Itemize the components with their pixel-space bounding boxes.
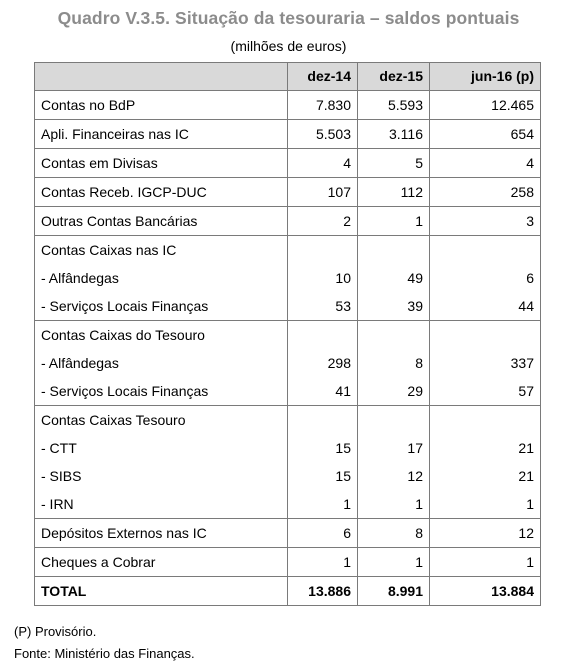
table-row	[35, 321, 541, 350]
table-row	[35, 178, 541, 207]
cell-value: 7.830	[288, 91, 358, 120]
cell-value: 1	[358, 490, 430, 519]
cell-value: 10	[288, 264, 358, 292]
cell-value: 1	[358, 207, 430, 236]
cell-value	[358, 236, 430, 265]
table-row	[35, 462, 541, 490]
cell-value: 4	[288, 149, 358, 178]
cell-value: 1	[358, 548, 430, 577]
cell-value	[430, 321, 541, 350]
table-row	[35, 548, 541, 577]
row-label: - CTT	[35, 434, 288, 462]
total-value: 8.991	[358, 577, 430, 606]
row-label: - Serviços Locais Finanças	[35, 292, 288, 321]
row-label: - Alfândegas	[35, 264, 288, 292]
column-header: dez-14	[288, 63, 358, 91]
table-row	[35, 264, 541, 292]
cell-value: 12.465	[430, 91, 541, 120]
row-label: Contas Receb. IGCP-DUC	[35, 178, 288, 207]
cell-value	[430, 406, 541, 435]
cell-value: 1	[430, 490, 541, 519]
group-label: Contas Caixas nas IC	[35, 236, 288, 265]
total-row	[35, 577, 541, 606]
cell-value: 6	[288, 519, 358, 548]
cell-value: 4	[430, 149, 541, 178]
row-label: - SIBS	[35, 462, 288, 490]
row-label: Contas em Divisas	[35, 149, 288, 178]
row-label: - Serviços Locais Finanças	[35, 377, 288, 406]
cell-value	[430, 236, 541, 265]
row-label: - IRN	[35, 490, 288, 519]
cell-value: 654	[430, 120, 541, 149]
header-row	[35, 63, 541, 91]
total-value: 13.886	[288, 577, 358, 606]
column-header: dez-15	[358, 63, 430, 91]
table-row	[35, 490, 541, 519]
cell-value: 21	[430, 434, 541, 462]
row-label: Cheques a Cobrar	[35, 548, 288, 577]
group-label: Contas Caixas Tesouro	[35, 406, 288, 435]
cell-value: 1	[288, 490, 358, 519]
table-subtitle: (milhões de euros)	[230, 38, 347, 54]
cell-value: 49	[358, 264, 430, 292]
cell-value: 3.116	[358, 120, 430, 149]
table-row	[35, 349, 541, 377]
cell-value: 8	[358, 349, 430, 377]
cell-value	[288, 321, 358, 350]
cell-value: 8	[358, 519, 430, 548]
row-label: Apli. Financeiras nas IC	[35, 120, 288, 149]
table-row	[35, 120, 541, 149]
table-row	[35, 434, 541, 462]
table-row	[35, 519, 541, 548]
column-header: jun-16 (p)	[430, 63, 541, 91]
cell-value: 3	[430, 207, 541, 236]
note-provisional: (P) Provisório.	[14, 624, 97, 639]
cell-value	[358, 406, 430, 435]
table-row	[35, 377, 541, 406]
cell-value: 107	[288, 178, 358, 207]
cell-value: 1	[288, 548, 358, 577]
row-label: Depósitos Externos nas IC	[35, 519, 288, 548]
cell-value: 41	[288, 377, 358, 406]
total-value: 13.884	[430, 577, 541, 606]
cell-value: 12	[358, 462, 430, 490]
cell-value: 5.593	[358, 91, 430, 120]
row-label: Outras Contas Bancárias	[35, 207, 288, 236]
cell-value: 1	[430, 548, 541, 577]
cell-value	[288, 406, 358, 435]
cell-value: 15	[288, 462, 358, 490]
cell-value: 6	[430, 264, 541, 292]
cell-value	[288, 236, 358, 265]
note-source: Fonte: Ministério das Finanças.	[14, 646, 195, 661]
cell-value: 15	[288, 434, 358, 462]
table-row	[35, 149, 541, 178]
cell-value: 5	[358, 149, 430, 178]
row-label: Contas no BdP	[35, 91, 288, 120]
cell-value: 258	[430, 178, 541, 207]
cell-value	[358, 321, 430, 350]
table-row	[35, 406, 541, 435]
cell-value: 44	[430, 292, 541, 321]
table-row	[35, 91, 541, 120]
cell-value: 53	[288, 292, 358, 321]
cell-value: 112	[358, 178, 430, 207]
cell-value: 2	[288, 207, 358, 236]
cell-value: 57	[430, 377, 541, 406]
treasury-table	[34, 62, 541, 606]
cell-value: 17	[358, 434, 430, 462]
table-title: Quadro V.3.5. Situação da tesouraria – saldos pontuais	[57, 8, 520, 28]
cell-value: 298	[288, 349, 358, 377]
total-label: TOTAL	[35, 577, 288, 606]
table-row	[35, 292, 541, 321]
table-row	[35, 236, 541, 265]
group-label: Contas Caixas do Tesouro	[35, 321, 288, 350]
row-label: - Alfândegas	[35, 349, 288, 377]
footnotes	[14, 621, 195, 665]
cell-value: 337	[430, 349, 541, 377]
cell-value: 29	[358, 377, 430, 406]
header-blank-cell	[35, 63, 288, 91]
cell-value: 12	[430, 519, 541, 548]
cell-value: 39	[358, 292, 430, 321]
cell-value: 21	[430, 462, 541, 490]
cell-value: 5.503	[288, 120, 358, 149]
table-row	[35, 207, 541, 236]
